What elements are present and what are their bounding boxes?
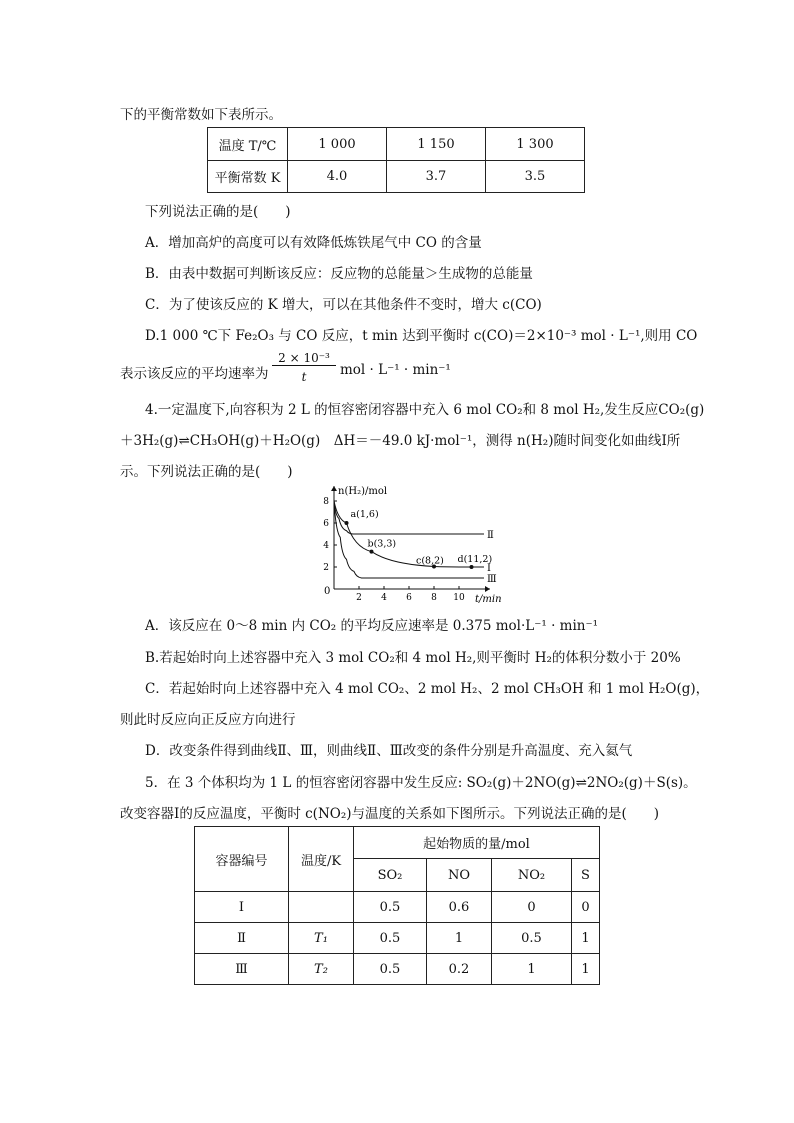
table2-r2-c0: Ⅲ [195, 954, 289, 985]
table1-header-1: 1 000 [288, 128, 387, 161]
q4-option-b: B.若起始时向上述容器中充入 3 mol CO₂和 4 mol H₂,则平衡时 H₂的体积分数小于 20% [145, 650, 681, 666]
chart-x-tick-label: 6 [406, 593, 412, 603]
table2-r2-c1: T₂ [289, 954, 354, 985]
chart-data-point [345, 521, 349, 525]
rate-fraction-numerator: 2 × 10⁻³ [272, 351, 336, 366]
chart-y-tick-label: 6 [323, 519, 329, 529]
chart-x-tick-label: 10 [453, 593, 465, 603]
equilibrium-constant-table [207, 127, 585, 193]
table2-r0-c1 [289, 892, 354, 923]
table1-header-0: 温度 T/℃ [208, 128, 288, 161]
q4-stem-line2: ＋3H₂(g)⇌CH₃OH(g)＋H₂O(g) ΔH＝－49.0 kJ·mol⁻¹，测得 n(H₂)随时间变化如曲线Ⅰ所 [120, 433, 681, 449]
chart-x-tick-label: 4 [381, 593, 387, 603]
q4-option-c-line2: 则此时反应向正反应方向进行 [120, 712, 296, 728]
q3-option-c: C．为了使该反应的 K 增大，可以在其他条件不变时，增大 c(CO) [145, 297, 542, 313]
table2-header-start: 起始物质的量/mol [354, 827, 600, 859]
q3-option-d-line2: 表示该反应的平均速率为 [120, 366, 269, 382]
rate-fraction-denominator: t [301, 370, 307, 384]
rate-unit: mol · L⁻¹ · min⁻¹ [340, 362, 451, 378]
chart-x-axis-label: t/min [475, 594, 502, 605]
chart-series-label: Ⅱ [487, 530, 494, 541]
chart-x-tick-label: 2 [356, 593, 362, 603]
q4-stem-line3: 示。下列说法正确的是( ) [120, 464, 293, 480]
chart-data-point [370, 550, 374, 554]
q4-option-c-line1: C．若起始时向上述容器中充入 4 mol CO₂、2 mol H₂、2 mol CH₃OH 和 1 mol H₂O(g)， [145, 681, 710, 697]
chart-y-axis-label: n(H₂)/mol [338, 486, 388, 497]
table1-row-1: 4.0 [288, 161, 387, 193]
q4-option-a: A．该反应在 0～8 min 内 CO₂ 的平均反应速率是 0.375 mol·L⁻¹ · min⁻¹ [145, 618, 599, 634]
chart-y-tick-label: 8 [323, 497, 329, 507]
table2-col-s: S [571, 859, 599, 892]
h2-amount-chart [318, 480, 508, 608]
table1-row-2: 3.7 [387, 161, 486, 193]
table2-r1-c5: 1 [571, 923, 599, 954]
q5-stem-line2: 改变容器Ⅰ的反应温度，平衡时 c(NO₂)与温度的关系如下图所示。下列说法正确的是( ) [120, 806, 660, 822]
table2-r2-c2: 0.5 [354, 954, 427, 985]
table2-r0-c2: 0.5 [354, 892, 427, 923]
chart-data-label: c(8,2) [416, 555, 444, 567]
chart-origin-label: 0 [324, 586, 331, 597]
table2-r0-c4: 0 [492, 892, 572, 923]
chart-y-tick-label: 2 [323, 563, 329, 573]
table2-col-so2: SO₂ [354, 859, 427, 892]
table2-r2-c5: 1 [571, 954, 599, 985]
table2-r1-c1: T₁ [289, 923, 354, 954]
table2-header-container: 容器编号 [195, 827, 289, 892]
table1-header-3: 1 300 [486, 128, 585, 161]
table2-r0-c5: 0 [571, 892, 599, 923]
chart-data-label: d(11,2) [457, 554, 493, 565]
table2-col-no: NO [426, 859, 491, 892]
chart-data-point [470, 565, 474, 569]
chart-x-tick-label: 8 [431, 593, 437, 603]
table2-r1-c3: 1 [426, 923, 491, 954]
table2-r2-c3: 0.2 [426, 954, 491, 985]
table2-col-no2: NO₂ [492, 859, 572, 892]
chart-series-label: Ⅰ [487, 563, 491, 574]
table2-r0-c3: 0.6 [426, 892, 491, 923]
chart-series-label: Ⅲ [487, 574, 497, 585]
chart-data-label: b(3,3) [367, 538, 397, 550]
table2-r1-c4: 0.5 [492, 923, 572, 954]
chart-y-tick-label: 4 [323, 541, 329, 551]
q4-stem-line1: 4.一定温度下,向容积为 2 L 的恒容密闭容器中充入 6 mol CO₂和 8 mol H₂,发生反应CO₂(g) [145, 402, 705, 418]
table2-header-temp: 温度/K [289, 827, 354, 892]
q5-stem-line1: 5．在 3 个体积均为 1 L 的恒容密闭容器中发生反应: SO₂(g)＋2NO(g)⇌2NO₂(g)＋S(s)。 [145, 775, 697, 791]
table2-r0-c0: Ⅰ [195, 892, 289, 923]
table1-row-0: 平衡常数 K [208, 161, 288, 193]
table2-r1-c2: 0.5 [354, 923, 427, 954]
table2-r1-c0: Ⅱ [195, 923, 289, 954]
q3-stem: 下列说法正确的是( ) [145, 204, 291, 220]
table1-header-2: 1 150 [387, 128, 486, 161]
chart-y-arrow [331, 486, 337, 491]
container-table [194, 826, 600, 985]
intro-text: 下的平衡常数如下表所示。 [120, 107, 282, 123]
q3-option-a: A．增加高炉的高度可以有效降低炼铁尾气中 CO 的含量 [145, 235, 482, 251]
table2-r2-c4: 1 [492, 954, 572, 985]
q3-option-d-line1: D.1 000 ℃下 Fe₂O₃ 与 CO 反应，t min 达到平衡时 c(CO)＝2×10⁻³ mol · L⁻¹,则用 CO [145, 328, 698, 344]
chart-data-label: a(1,6) [350, 509, 379, 520]
q4-option-d: D．改变条件得到曲线Ⅱ、Ⅲ，则曲线Ⅱ、Ⅲ改变的条件分别是升高温度、充入氦气 [145, 743, 633, 759]
table1-row-3: 3.5 [486, 161, 585, 193]
q3-option-b: B．由表中数据可判断该反应：反应物的总能量＞生成物的总能量 [145, 266, 533, 282]
chart-x-arrow [485, 586, 490, 592]
